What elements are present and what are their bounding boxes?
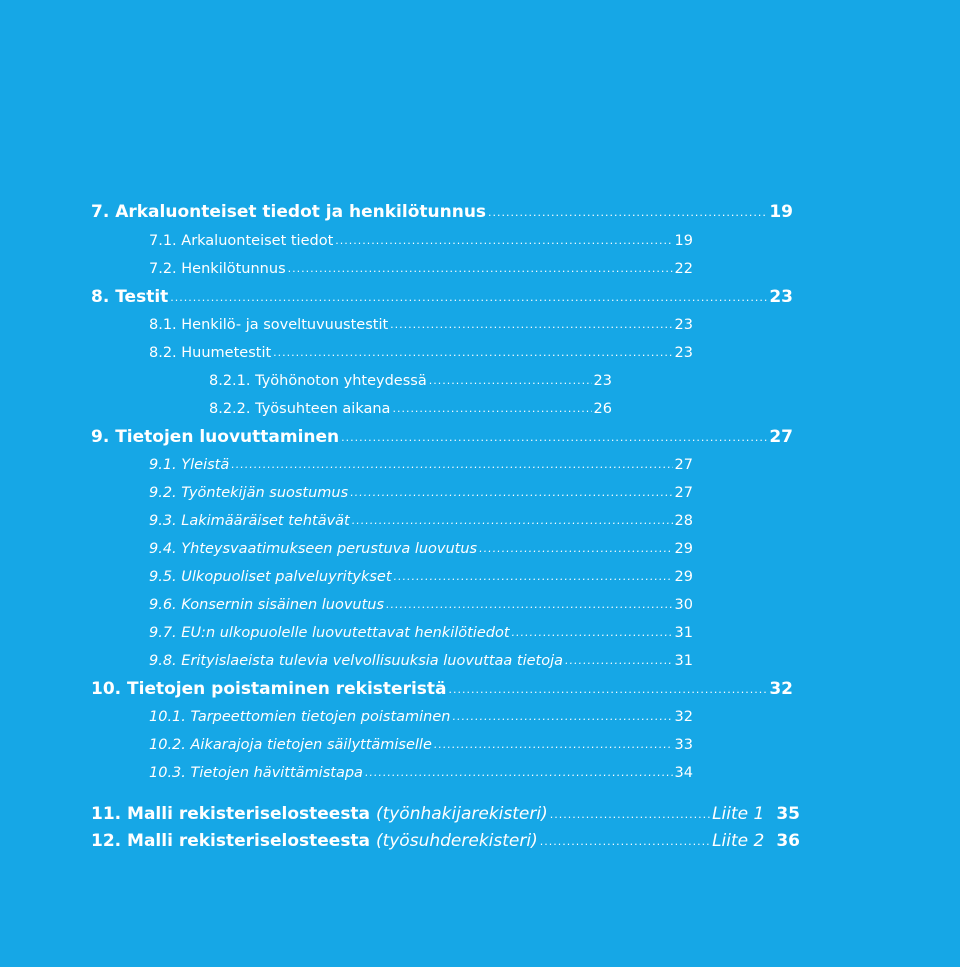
toc-label: 8.2.2. Työsuhteen aikana [209, 401, 391, 417]
toc-label: 9.6. Konsernin sisäinen luovutus [149, 597, 385, 613]
toc-label: 7.1. Arkaluonteiset tiedot [149, 233, 334, 249]
toc-leader [288, 263, 673, 274]
toc-entry-9-7 [149, 626, 693, 641]
toc-label: 8.1. Henkilö- ja soveltuvuustestit [149, 317, 389, 333]
toc-appendix-11 [91, 806, 800, 823]
toc-leader [488, 207, 767, 218]
toc-entry-9 [91, 429, 793, 446]
toc-label: 9.5. Ulkopuoliset palveluyritykset [149, 569, 392, 585]
toc-page-number: 23 [769, 287, 793, 307]
toc-entry-8 [91, 289, 793, 306]
toc-label: 8. Testit [91, 287, 169, 307]
toc-label: 10.1. Tarpeettomien tietojen poistaminen [149, 709, 451, 725]
toc-label: 9.1. Yleistä [149, 457, 230, 473]
toc-entry-10 [91, 681, 793, 698]
toc-entry-10-1 [149, 710, 693, 725]
toc-label: 10.3. Tietojen hävittämistapa [149, 765, 363, 781]
toc-label: 9.8. Erityislaeista tulevia velvollisuuksia luovuttaa tietoja [149, 653, 564, 669]
toc-leader [540, 836, 710, 847]
toc-leader [386, 599, 673, 610]
toc-entry-8-2-1 [209, 374, 612, 389]
toc-page-number: 23 [674, 345, 693, 361]
toc-page-number: 32 [769, 679, 793, 699]
toc-page-number: 26 [593, 401, 612, 417]
toc-entry-9-1 [149, 458, 693, 473]
toc-entry-9-3 [149, 514, 693, 529]
toc-leader [512, 627, 673, 638]
toc-leader [231, 459, 672, 470]
toc-entry-7 [91, 204, 793, 221]
toc-label: 9.7. EU:n ulkopuolelle luovutettavat henkilötiedot [149, 625, 510, 641]
toc-label: 9.4. Yhteysvaatimukseen perustuva luovutus [149, 541, 478, 557]
toc-entry-10-3 [149, 766, 693, 781]
toc-sublabel: (työsuhderekisteri) [375, 831, 538, 851]
toc-page-number: 31 [674, 653, 693, 669]
toc-label: 9.2. Työntekijän suostumus [149, 485, 349, 501]
toc-label: 8.2.1. Työhönoton yhteydessä [209, 373, 427, 389]
toc-page-number: 35 [776, 804, 800, 824]
toc-entry-7-2 [149, 262, 693, 277]
toc-leader [390, 319, 672, 330]
toc-leader [452, 711, 672, 722]
toc-label: 7.2. Henkilötunnus [149, 261, 286, 277]
toc-entry-8-2-2 [209, 402, 612, 417]
toc-entry-7-1 [149, 234, 693, 249]
toc-page-number: 28 [674, 513, 693, 529]
toc-appendix-tag: Liite 1 [712, 804, 765, 824]
toc-page-number: 32 [674, 709, 693, 725]
toc-leader [429, 375, 592, 386]
toc-page-number: 19 [769, 202, 793, 222]
toc-sublabel: (työnhakijarekisteri) [375, 804, 548, 824]
toc-page-number: 27 [674, 485, 693, 501]
toc-entry-9-2 [149, 486, 693, 501]
toc-leader [565, 655, 673, 666]
toc-page-number: 31 [674, 625, 693, 641]
toc-page-number: 27 [769, 427, 793, 447]
toc-leader [394, 571, 673, 582]
toc-leader [479, 543, 672, 554]
toc-leader [341, 432, 767, 443]
toc-page-number: 29 [674, 569, 693, 585]
toc-entry-9-6 [149, 598, 693, 613]
toc-page-number: 30 [674, 597, 693, 613]
toc-label: 10. Tietojen poistaminen rekisteristä [91, 679, 447, 699]
toc-page-number: 27 [674, 457, 693, 473]
toc-page-number: 23 [593, 373, 612, 389]
toc-page-number: 36 [776, 831, 800, 851]
toc-leader [352, 515, 673, 526]
toc-label: 11. Malli rekisteriselosteesta [91, 804, 371, 824]
toc-page-number: 22 [674, 261, 693, 277]
toc-leader [170, 292, 767, 303]
toc-appendix-tag: Liite 2 [712, 831, 765, 851]
toc-label: 12. Malli rekisteriselosteesta [91, 831, 371, 851]
toc-leader [273, 347, 672, 358]
toc-label: 8.2. Huumetestit [149, 345, 272, 361]
toc-entry-9-8 [149, 654, 693, 669]
toc-leader [392, 403, 591, 414]
toc-entry-8-2 [149, 346, 693, 361]
toc-entry-9-4 [149, 542, 693, 557]
toc-label: 9.3. Lakimääräiset tehtävät [149, 513, 350, 529]
toc-label: 7. Arkaluonteiset tiedot ja henkilötunnus [91, 202, 487, 222]
toc-leader [434, 739, 673, 750]
toc-page-number: 19 [674, 233, 693, 249]
toc-leader [335, 235, 672, 246]
toc-page-number: 34 [674, 765, 693, 781]
toc-label: 9. Tietojen luovuttaminen [91, 427, 340, 447]
toc-page-number: 33 [674, 737, 693, 753]
toc-entry-9-5 [149, 570, 693, 585]
toc-entry-10-2 [149, 738, 693, 753]
toc-leader [350, 487, 672, 498]
toc-leader [365, 767, 673, 778]
toc-leader [449, 684, 768, 695]
toc-leader [550, 809, 710, 820]
toc-entry-8-1 [149, 318, 693, 333]
toc-label: 10.2. Aikarajoja tietojen säilyttämiselle [149, 737, 432, 753]
toc-appendix-12 [91, 833, 800, 850]
toc-page-number: 29 [674, 541, 693, 557]
toc-page-number: 23 [674, 317, 693, 333]
